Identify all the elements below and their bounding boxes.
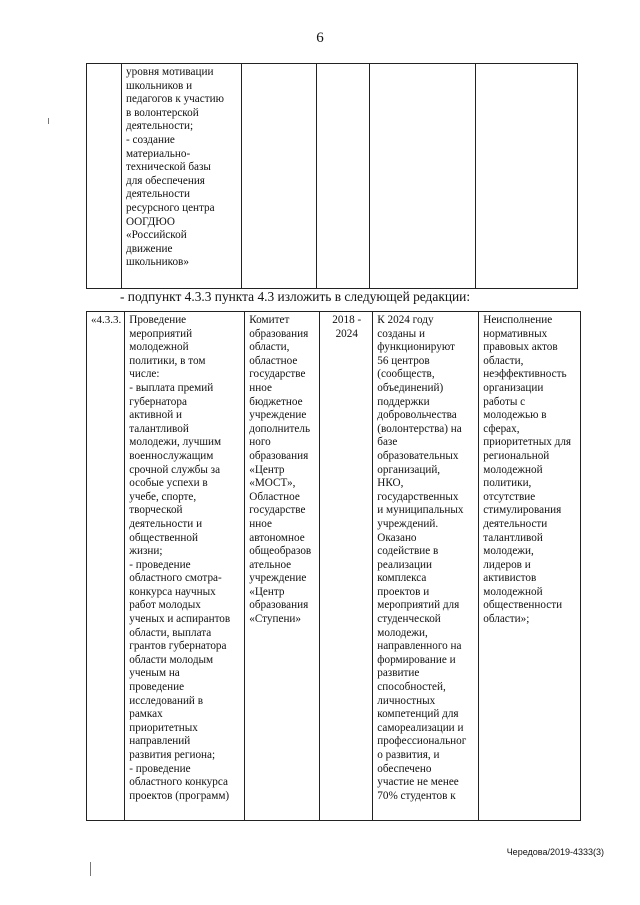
- cell-line: стимулирования: [483, 504, 562, 517]
- term-cell: [320, 312, 373, 821]
- cell-line: молодежью в: [483, 409, 547, 422]
- result-cell: [373, 312, 479, 821]
- cell-line: учреждение: [249, 409, 307, 422]
- cell-line: в волонтерской: [126, 106, 199, 119]
- cell-line: молодежи,: [483, 545, 534, 558]
- cell-line: «Центр: [249, 585, 285, 598]
- cell-line: областного конкурса: [129, 776, 228, 789]
- cell-line: образовательных: [377, 449, 459, 462]
- cell-line: рамках: [129, 708, 163, 721]
- cell-line: активистов: [483, 572, 537, 585]
- cell-line: личностных: [377, 694, 436, 707]
- cell-line: функционируют: [377, 341, 455, 354]
- consequences-cell: [476, 64, 578, 289]
- cell-line: содействие в: [377, 545, 439, 558]
- cell-line: грантов губернатора: [129, 640, 227, 653]
- amendment-table: [86, 311, 581, 821]
- cell-line: Оказано: [377, 531, 417, 544]
- cell-line: региональной: [483, 449, 550, 462]
- cell-line: учреждений.: [377, 517, 439, 530]
- cell-line: областного смотра-: [129, 572, 222, 585]
- cell-line: области»;: [483, 613, 530, 626]
- cell-line: деятельности;: [126, 120, 194, 133]
- cell-line: «Центр: [249, 463, 285, 476]
- cell-line: области, выплата: [129, 626, 212, 639]
- cell-line: жизни;: [129, 545, 163, 558]
- cell-line: неэффективность: [483, 368, 567, 381]
- cell-line: политики,: [483, 477, 532, 490]
- cell-line: студенческой: [377, 613, 441, 626]
- cell-line: общественной: [129, 531, 198, 544]
- table-row: [87, 64, 578, 289]
- cell-line: развития региона;: [129, 749, 216, 761]
- table-row: [87, 312, 581, 821]
- cell-line: Комитет: [249, 314, 290, 326]
- cell-line: движение: [126, 242, 173, 255]
- cell-line: технической базы: [126, 161, 211, 174]
- cell-line: области молодым: [129, 653, 214, 666]
- code-cell: [87, 64, 122, 289]
- cell-line: (сообществ,: [377, 368, 435, 381]
- cell-line: педагогов к участию: [126, 93, 224, 106]
- cell-line: и муниципальных: [377, 504, 464, 517]
- cell-line: участие не менее: [377, 776, 459, 789]
- cell-line: политики, в том: [129, 354, 206, 367]
- result-cell: [370, 64, 476, 289]
- cell-line: бюджетное: [249, 395, 303, 408]
- cell-line: реализации: [377, 558, 432, 571]
- cell-line: правовых актов: [483, 341, 558, 354]
- cell-line: - выплата премий: [129, 381, 214, 394]
- cell-line: ученым на: [129, 667, 180, 680]
- scan-mark: [48, 118, 49, 124]
- cell-line: материально-: [126, 147, 191, 160]
- cell-line: молодежной: [483, 463, 543, 476]
- cell-line: деятельности и: [129, 517, 203, 530]
- cell-line: нное: [249, 517, 272, 530]
- cell-line: объединений): [377, 381, 444, 394]
- cell-line: 2018 -: [332, 314, 362, 326]
- cell-line: созданы и: [377, 327, 425, 340]
- cell-line: уровня мотивации: [126, 66, 214, 78]
- cell-line: особые успехи в: [129, 477, 208, 490]
- cell-line: конкурса научных: [129, 585, 216, 598]
- page-number: 6: [316, 30, 324, 46]
- executor-cell: [245, 312, 320, 821]
- cell-line: приоритетных для: [483, 436, 572, 449]
- cell-line: 2024: [335, 327, 358, 340]
- cell-line: проектов и: [377, 585, 430, 598]
- cell-line: сферах,: [483, 422, 520, 435]
- cell-line: 56 центров: [377, 354, 430, 367]
- cell-line: ООГДЮО: [126, 215, 175, 228]
- cell-line: школьников»: [126, 256, 189, 269]
- cell-line: комплекса: [377, 572, 427, 585]
- cell-line: ресурсного центра: [126, 201, 215, 214]
- cell-line: обеспечено: [377, 762, 432, 775]
- cell-line: срочной службы за: [129, 463, 221, 476]
- cell-line: профессиональног: [377, 735, 467, 748]
- cell-line: активной и: [129, 409, 183, 422]
- cell-line: способностей,: [377, 681, 446, 694]
- cell-line: компетенций для: [377, 708, 459, 721]
- cell-line: Проведение: [129, 314, 187, 326]
- cell-line: проектов (программ): [129, 789, 230, 802]
- cell-line: молодежной: [129, 341, 189, 354]
- cell-line: отсутствие: [483, 490, 536, 503]
- cell-line: ного: [249, 436, 271, 449]
- cell-line: Областное: [249, 490, 300, 503]
- cell-line: ученых и аспирантов: [129, 613, 231, 626]
- cell-line: образования: [249, 449, 309, 462]
- cell-line: государстве: [249, 504, 306, 517]
- cell-line: деятельности: [483, 517, 548, 530]
- cell-line: Неисполнение: [483, 314, 553, 326]
- cell-line: организации: [483, 381, 544, 394]
- cell-line: развитие: [377, 667, 420, 680]
- cell-line: образования: [249, 599, 309, 612]
- cell-line: «МОСТ»,: [249, 477, 296, 490]
- cell-line: работы с: [483, 395, 526, 408]
- cell-line: губернатора: [129, 395, 187, 408]
- cell-line: деятельности: [126, 188, 191, 201]
- term-cell: [317, 64, 370, 289]
- cell-line: мероприятий: [129, 327, 193, 340]
- cell-line: автономное: [249, 531, 305, 544]
- cell-line: работ молодых: [129, 599, 201, 612]
- cell-line: областное: [249, 354, 298, 367]
- cell-line: нормативных: [483, 327, 548, 340]
- cell-line: «Ступени»: [249, 613, 302, 626]
- cell-line: общественности: [483, 599, 563, 612]
- continuation-table: [86, 63, 578, 289]
- scan-mark: [90, 862, 91, 876]
- measure-cell: [125, 312, 245, 821]
- cell-line: для обеспечения: [126, 174, 205, 187]
- cell-line: учреждение: [249, 572, 307, 585]
- cell-line: лидеров и: [483, 558, 531, 571]
- cell-line: военнослужащим: [129, 449, 214, 462]
- cell-line: области,: [249, 341, 290, 354]
- cell-line: творческой: [129, 504, 183, 517]
- cell-line: молодежи,: [377, 626, 428, 639]
- cell-line: ательное: [249, 558, 292, 571]
- cell-line: учебе, спорте,: [129, 490, 197, 503]
- cell-line: нное: [249, 381, 272, 394]
- cell-line: 70% студентов к: [377, 789, 456, 802]
- cell-line: общеобразов: [249, 545, 312, 558]
- cell-line: - проведение: [129, 762, 191, 775]
- consequences-cell: [479, 312, 581, 821]
- cell-line: проведение: [129, 681, 185, 694]
- cell-line: добровольчества: [377, 409, 457, 422]
- cell-line: базе: [377, 436, 398, 449]
- cell-line: государстве: [249, 368, 306, 381]
- cell-line: К 2024 году: [377, 314, 434, 326]
- cell-line: образования: [249, 327, 309, 340]
- cell-line: (волонтерства) на: [377, 422, 462, 435]
- cell-line: направлений: [129, 735, 191, 748]
- cell-line: «Российской: [126, 229, 187, 242]
- cell-line: поддержки: [377, 395, 430, 408]
- cell-line: самореализации и: [377, 721, 464, 734]
- cell-line: - создание: [126, 133, 175, 146]
- cell-line: приоритетных: [129, 721, 198, 734]
- cell-line: талантливой: [129, 422, 189, 435]
- footer-note: Чередова/2019-4333(3): [506, 847, 604, 857]
- cell-line: исследований в: [129, 694, 203, 707]
- cell-line: о развития, и: [377, 749, 440, 761]
- measure-cell: [122, 64, 242, 289]
- cell-line: области,: [483, 354, 524, 367]
- cell-line: государственных: [377, 490, 459, 503]
- cell-line: школьников и: [126, 79, 193, 92]
- amendment-heading: - подпункт 4.3.3 пункта 4.3 изложить в следующей редакции:: [120, 289, 471, 304]
- cell-line: талантливой: [483, 531, 543, 544]
- cell-line: дополнитель: [249, 422, 311, 435]
- cell-line: молодежи, лучшим: [129, 436, 222, 449]
- cell-line: молодежной: [483, 585, 543, 598]
- cell-line: числе:: [129, 368, 160, 381]
- cell-line: формирование и: [377, 653, 456, 666]
- cell-line: НКО,: [377, 477, 404, 490]
- cell-line: организаций,: [377, 463, 441, 476]
- cell-line: мероприятий для: [377, 599, 460, 612]
- executor-cell: [242, 64, 317, 289]
- cell-line: направленного на: [377, 640, 462, 653]
- code-cell: «4.3.3.: [87, 312, 125, 821]
- cell-line: - проведение: [129, 558, 191, 571]
